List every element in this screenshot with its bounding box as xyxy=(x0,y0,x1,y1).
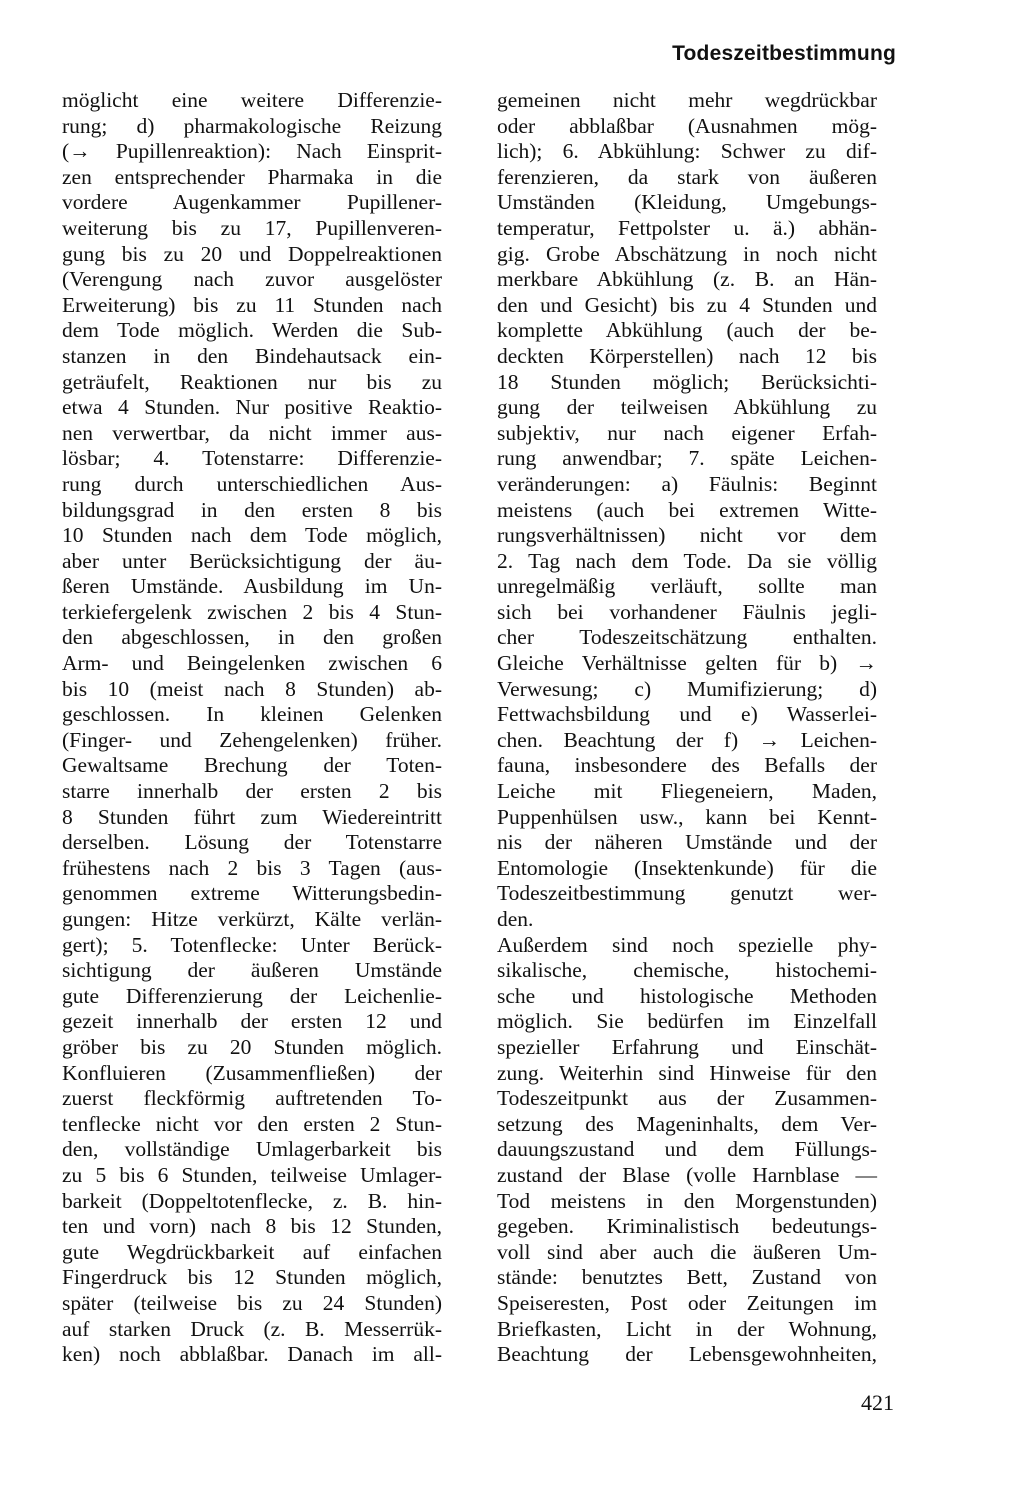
text-line: gert); 5. Totenflecke: Unter Berück- xyxy=(62,932,442,957)
text-line: gezeit innerhalb der ersten 12 und xyxy=(62,1009,442,1034)
text-line: veränderungen: a) Fäulnis: Beginnt xyxy=(497,471,877,496)
left-text-column xyxy=(62,88,442,1368)
running-head: Todeszeitbestimmung xyxy=(672,42,896,65)
text-line: ken) noch abblaßbar. Danach im all- xyxy=(62,1342,442,1367)
text-line: aber unter Berücksichtigung der äu- xyxy=(62,548,442,573)
text-line: Puppenhülsen usw., kann bei Kennt- xyxy=(497,804,877,829)
text-line: geschlossen. In kleinen Gelenken xyxy=(62,702,442,727)
text-line: chen. Beachtung der f) → Leichen- xyxy=(497,727,877,752)
text-line: rung durch unterschiedlichen Aus- xyxy=(62,471,442,496)
text-line: zen entsprechender Pharmaka in die xyxy=(62,164,442,189)
text-line: genommen extreme Witterungsbedin- xyxy=(62,881,442,906)
text-line: gig. Grobe Abschätzung in noch nicht xyxy=(497,241,877,266)
text-line: barkeit (Doppeltotenflecke, z. B. hin- xyxy=(62,1188,442,1213)
text-line: sichtigung der äußeren Umstände xyxy=(62,958,442,983)
text-line: gegeben. Kriminalistisch bedeutungs- xyxy=(497,1214,877,1239)
text-line: Fettwachsbildung und e) Wasserlei- xyxy=(497,702,877,727)
text-line: möglich. Sie bedürfen im Einzelfall xyxy=(497,1009,877,1034)
text-line: oder abblaßbar (Ausnahmen mög- xyxy=(497,113,877,138)
text-line: fauna, insbesondere des Befalls der xyxy=(497,753,877,778)
text-line: Speiseresten, Post oder Zeitungen im xyxy=(497,1290,877,1315)
text-line: Außerdem sind noch spezielle phy- xyxy=(497,932,877,957)
text-line: lich); 6. Abkühlung: Schwer zu dif- xyxy=(497,139,877,164)
page-number: 421 xyxy=(861,1390,894,1415)
text-line: sich bei vorhandener Fäulnis jegli- xyxy=(497,599,877,624)
text-line: komplette Abkühlung (auch der be- xyxy=(497,318,877,343)
text-line: lösbar; 4. Totenstarre: Differenzie- xyxy=(62,446,442,471)
text-line: Arm- und Beingelenken zwischen 6 xyxy=(62,651,442,676)
text-line: frühestens nach 2 bis 3 Tagen (aus- xyxy=(62,855,442,880)
text-line: ferenzieren, da stark von äußeren xyxy=(497,164,877,189)
text-line: (Finger- und Zehengelenken) früher. xyxy=(62,727,442,752)
text-line: rung; d) pharmakologische Reizung xyxy=(62,113,442,138)
text-line: Leiche mit Fliegeneiern, Maden, xyxy=(497,779,877,804)
text-line: Briefkasten, Licht in der Wohnung, xyxy=(497,1316,877,1341)
text-line: temperatur, Fettpolster u. ä.) abhän- xyxy=(497,215,877,240)
text-line: den abgeschlossen, in den großen xyxy=(62,625,442,650)
text-line: zustand der Blase (volle Harnblase — xyxy=(497,1162,877,1187)
text-line: Gleiche Verhältnisse gelten für b) → xyxy=(497,651,877,676)
text-line: gute Differenzierung der Leichenlie- xyxy=(62,983,442,1008)
text-line: meistens (auch bei extremen Witte- xyxy=(497,497,877,522)
text-line: rung anwendbar; 7. späte Leichen- xyxy=(497,446,877,471)
text-line: den und Gesicht) bis zu 4 Stunden und xyxy=(497,292,877,317)
text-line: 18 Stunden möglich; Berücksichti- xyxy=(497,369,877,394)
text-line: terkiefergelenk zwischen 2 bis 4 Stun- xyxy=(62,599,442,624)
text-line: ßeren Umstände. Ausbildung im Un- xyxy=(62,574,442,599)
text-line: Gewaltsame Brechung der Toten- xyxy=(62,753,442,778)
text-line: (→ Pupillenreaktion): Nach Einsprit- xyxy=(62,139,442,164)
text-line: Tod meistens in den Morgenstunden) xyxy=(497,1188,877,1213)
text-line: den, vollständige Umlagerbarkeit bis xyxy=(62,1137,442,1162)
text-line: vordere Augenkammer Pupillener- xyxy=(62,190,442,215)
text-line: rungsverhältnissen) nicht vor dem xyxy=(497,523,877,548)
text-line: gute Wegdrückbarkeit auf einfachen xyxy=(62,1239,442,1264)
text-line: 2. Tag nach dem Tode. Da sie völlig xyxy=(497,548,877,573)
text-line: voll sind aber auch die äußeren Um- xyxy=(497,1239,877,1264)
text-line: stanzen in den Bindehautsack ein- xyxy=(62,343,442,368)
text-line: Todeszeitpunkt aus der Zusammen- xyxy=(497,1086,877,1111)
text-line: geträufelt, Reaktionen nur bis zu xyxy=(62,369,442,394)
text-line: den. xyxy=(497,907,534,931)
text-line: spezieller Erfahrung und Einschät- xyxy=(497,1034,877,1059)
text-line: zu 5 bis 6 Stunden, teilweise Umlager- xyxy=(62,1162,442,1187)
text-line: Verwesung; c) Mumifizierung; d) xyxy=(497,676,877,701)
text-line: unregelmäßig verläuft, sollte man xyxy=(497,574,877,599)
text-line: nen verwertbar, da nicht immer aus- xyxy=(62,420,442,445)
text-line: subjektiv, nur nach eigener Erfah- xyxy=(497,420,877,445)
text-line: derselben. Lösung der Totenstarre xyxy=(62,830,442,855)
text-line: Konfluieren (Zusammenfließen) der xyxy=(62,1060,442,1085)
text-line: später (teilweise bis zu 24 Stunden) xyxy=(62,1290,442,1315)
text-line: gröber bis zu 20 Stunden möglich. xyxy=(62,1034,442,1059)
text-line: Todeszeitbestimmung genutzt wer- xyxy=(497,881,877,906)
text-line: dem Tode möglich. Werden die Sub- xyxy=(62,318,442,343)
text-line: möglicht eine weitere Differenzie- xyxy=(62,88,442,112)
text-line: Beachtung der Lebensgewohnheiten, xyxy=(497,1342,877,1367)
text-line: bildungsgrad in den ersten 8 bis xyxy=(62,497,442,522)
text-line: gung bis zu 20 und Doppelreaktionen xyxy=(62,241,442,266)
text-line: setzung des Mageninhalts, dem Ver- xyxy=(497,1111,877,1136)
text-line: auf starken Druck (z. B. Messerrük- xyxy=(62,1316,442,1341)
text-line: bis 10 (meist nach 8 Stunden) ab- xyxy=(62,676,442,701)
text-line: 10 Stunden nach dem Tode möglich, xyxy=(62,523,442,548)
text-line: zuerst fleckförmig auftretenden To- xyxy=(62,1086,442,1111)
text-line: stände: benutztes Bett, Zustand von xyxy=(497,1265,877,1290)
text-line: cher Todeszeitschätzung enthalten. xyxy=(497,625,877,650)
text-line: Umständen (Kleidung, Umgebungs- xyxy=(497,190,877,215)
text-line: Erweiterung) bis zu 11 Stunden nach xyxy=(62,292,442,317)
text-line: etwa 4 Stunden. Nur positive Reaktio- xyxy=(62,395,442,420)
right-text-column xyxy=(497,88,877,1368)
text-line: gung der teilweisen Abkühlung zu xyxy=(497,395,877,420)
text-line: tenflecke nicht vor den ersten 2 Stun- xyxy=(62,1111,442,1136)
text-line: 8 Stunden führt zum Wiedereintritt xyxy=(62,804,442,829)
text-line: weiterung bis zu 17, Pupillenveren- xyxy=(62,215,442,240)
text-line: gemeinen nicht mehr wegdrückbar xyxy=(497,88,877,112)
text-line: merkbare Abkühlung (z. B. an Hän- xyxy=(497,267,877,292)
text-line: sche und histologische Methoden xyxy=(497,983,877,1008)
text-line: gungen: Hitze verkürzt, Kälte verlän- xyxy=(62,907,442,931)
text-line: ten und vorn) nach 8 bis 12 Stunden, xyxy=(62,1214,442,1239)
text-line: Fingerdruck bis 12 Stunden möglich, xyxy=(62,1265,442,1290)
text-line: deckten Körperstellen) nach 12 bis xyxy=(497,343,877,368)
text-line: (Verengung nach zuvor ausgelöster xyxy=(62,267,442,292)
text-line: starre innerhalb der ersten 2 bis xyxy=(62,779,442,804)
text-line: dauungszustand und dem Füllungs- xyxy=(497,1137,877,1162)
text-line: zung. Weiterhin sind Hinweise für den xyxy=(497,1060,877,1085)
text-line: Entomologie (Insektenkunde) für die xyxy=(497,855,877,880)
text-line: nis der näheren Umstände und der xyxy=(497,830,877,855)
text-line: sikalische, chemische, histochemi- xyxy=(497,958,877,983)
